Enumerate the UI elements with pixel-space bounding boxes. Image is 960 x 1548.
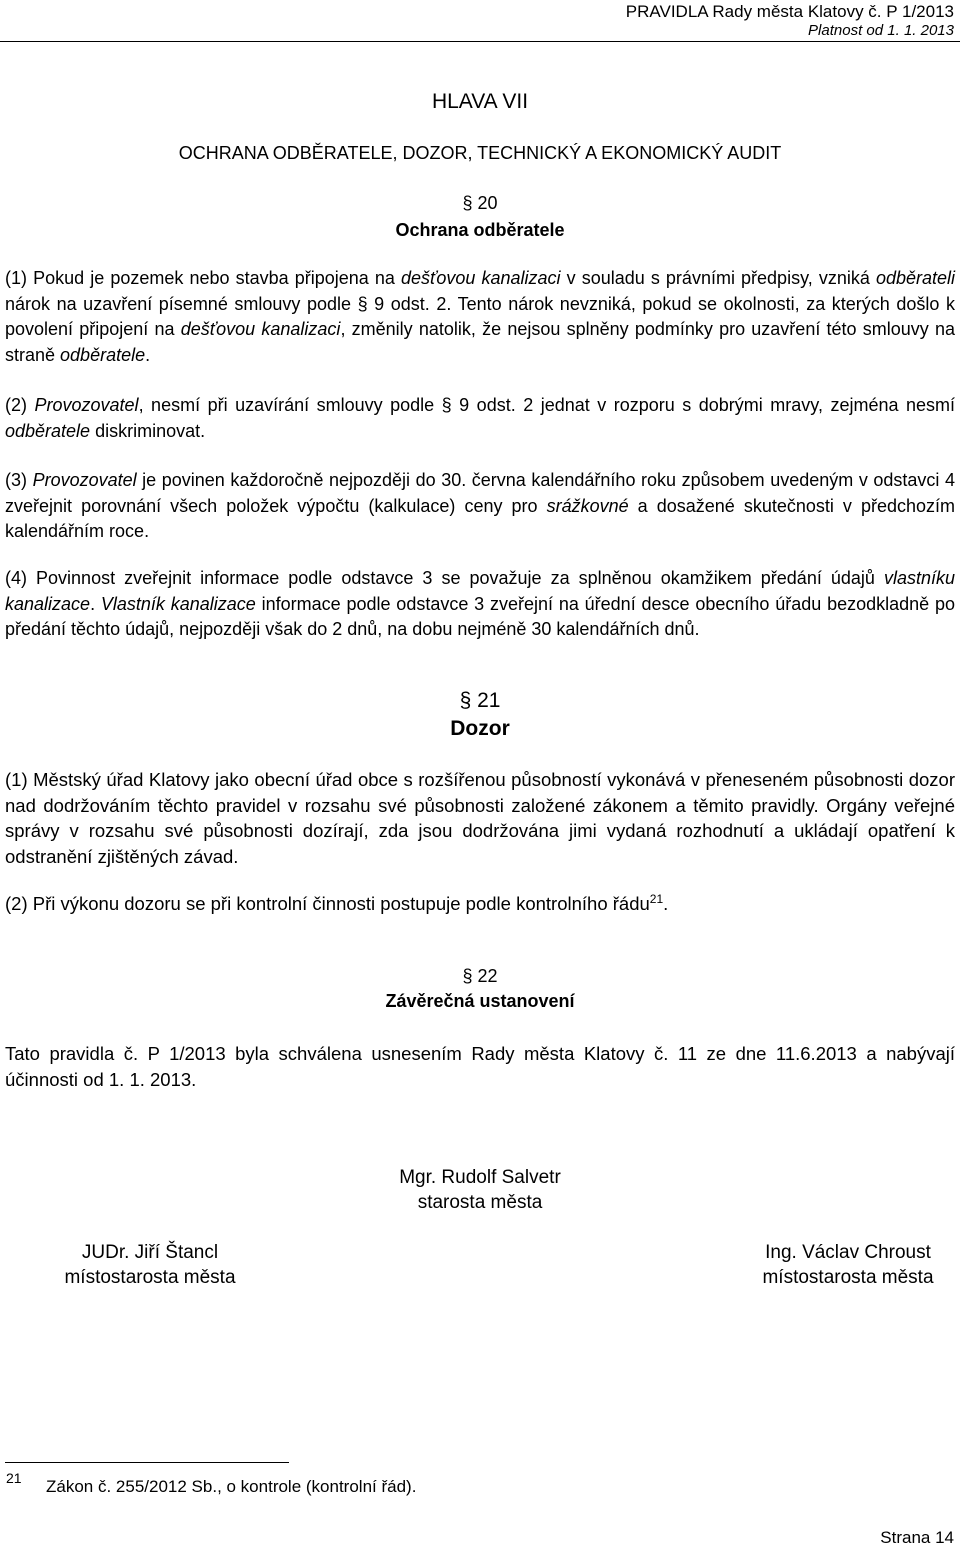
section-21-paragraph-1: (1) Městský úřad Klatovy jako obecní úřad obce s rozšířenou působností vykonává v přeneseném působnosti dozor nad dodržováním těchto pravidel v rozsahu své působnosti založené zákonem a těmito pravidly. Orgány veřejné správy v rozsahu své působnosti dozírají, zda jsou dodržována jimi vydaná rozhodnutí a ukládají opatření k odstranění zjištěných závad. bbox=[5, 769, 955, 867]
section-20-paragraph-4: (4) Povinnost zveřejnit informace podle odstavce 3 se považuje za splněnou okamžikem předání údajů vlastníku kanalizace. Vlastník kanalizace informace podle odstavce 3 zveřejní na úřední desce obecního úřadu bezodkladně po předání těchto údajů, nejpozději však do 2 dnů, na dobu nejméně 30 kalendářních dnů. bbox=[5, 568, 956, 639]
chapter-title: OCHRANA ODBĚRATELE, DOZOR, TECHNICKÝ A EKONOMICKÝ AUDIT bbox=[178, 143, 782, 163]
section-20-paragraph-1: (1) Pokud je pozemek nebo stavba připojena na dešťovou kanalizaci v souladu s právními předpisy, vzniká odběrateli nárok na uzavření písemné smlouvy podle § 9 odst. 2. Tento nárok nevzniká, pokud se okolnosti, za kterých došlo k povolení připojení na dešťovou kanalizaci, změnily natolik, že nejsou splněny podmínky pro uzavření této smlouvy na straně odběratele. bbox=[5, 268, 956, 365]
chapter-number: HLAVA VII bbox=[431, 90, 529, 113]
mayor-role: starosta města bbox=[417, 1192, 543, 1213]
section-21-number: § 21 bbox=[459, 689, 501, 712]
deputy-1-role: místostarosta města bbox=[64, 1267, 236, 1288]
footnote-divider bbox=[5, 1462, 289, 1463]
footnote-number: 21 bbox=[6, 1470, 22, 1486]
section-22-number: § 22 bbox=[462, 966, 498, 986]
section-20-paragraph-2: (2) Provozovatel, nesmí při uzavírání smlouvy podle § 9 odst. 2 jednat v rozporu s dobrými mravy, zejména nesmí odběratele diskriminovat. bbox=[5, 395, 956, 441]
deputy-1-name: JUDr. Jiří Štancl bbox=[81, 1242, 219, 1263]
footnote-text: Zákon č. 255/2012 Sb., o kontrole (kontrolní řád). bbox=[46, 1477, 417, 1496]
signature-mayor bbox=[360, 1165, 600, 1215]
document-header-title: PRAVIDLA Rady města Klatovy č. P 1/2013 bbox=[625, 2, 954, 21]
document-header-validity: Platnost od 1. 1. 2013 bbox=[808, 22, 954, 39]
mayor-name: Mgr. Rudolf Salvetr bbox=[399, 1167, 561, 1188]
section-22-paragraph-1: Tato pravidla č. P 1/2013 byla schválena usnesením Rady města Klatovy č. 11 ze dne 11.6.2013 a nabývají účinnosti od 1. 1. 2013. bbox=[5, 1043, 955, 1090]
section-20-title: Ochrana odběratele bbox=[395, 220, 565, 240]
deputy-2-role: místostarosta města bbox=[762, 1267, 934, 1288]
header-divider bbox=[0, 41, 960, 42]
section-21-paragraph-2: (2) Při výkonu dozoru se při kontrolní činnosti postupuje podle kontrolního řádu$^{21}$. bbox=[5, 891, 669, 914]
signature-deputy-2 bbox=[728, 1240, 960, 1290]
section-22-title: Závěrečná ustanovení bbox=[385, 991, 575, 1011]
footnote-ref: 21 bbox=[649, 891, 664, 906]
deputy-2-name: Ing. Václav Chroust bbox=[765, 1242, 931, 1263]
section-20-paragraph-3: (3) Provozovatel je povinen každoročně nejpozději do 30. června kalendářního roku způsobem uvedeným v odstavci 4 zveřejnit porovnání všech položek výpočtu (kalkulace) ceny pro srážkovné a dosažené skutečnosti v předchozím kalendářním roce. bbox=[5, 470, 955, 541]
section-20-number: § 20 bbox=[462, 193, 498, 213]
signature-deputy-1 bbox=[30, 1240, 270, 1290]
section-21-title: Dozor bbox=[450, 717, 510, 740]
page-number: Strana 14 bbox=[880, 1528, 954, 1547]
